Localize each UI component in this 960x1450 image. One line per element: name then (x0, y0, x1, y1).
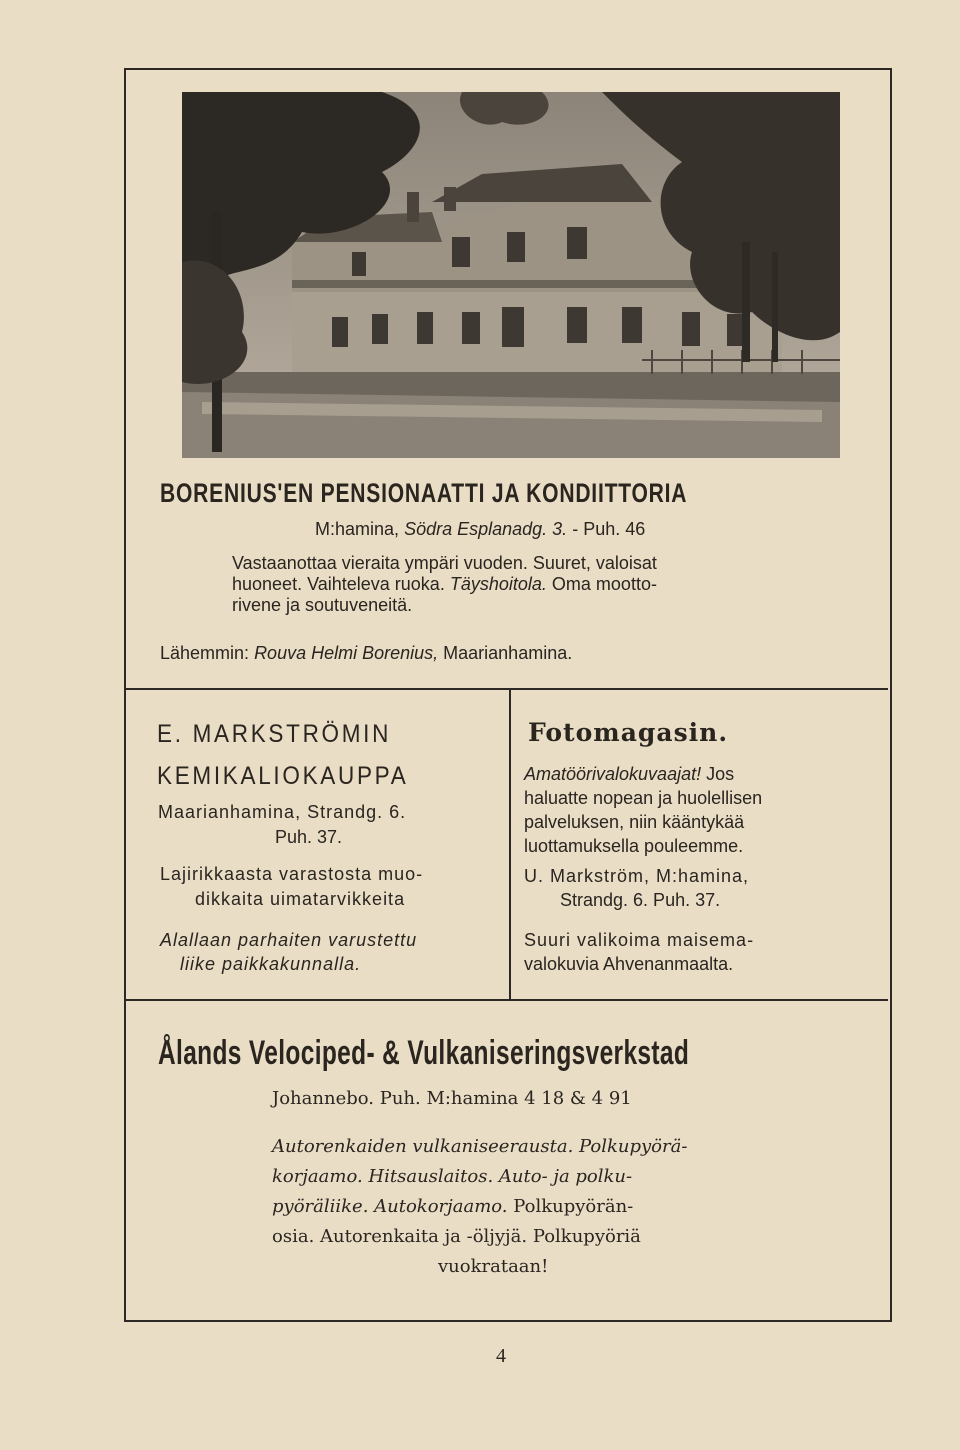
velociped-line3-b: Polkupyörän- (513, 1196, 634, 1217)
pension-body-line2-c: Oma mootto- (551, 574, 657, 594)
pension-body-line1: Vastaanottaa vieraita ympäri vuoden. Suuret, valoisat (232, 553, 657, 573)
velociped-address: Johannebo. Puh. M:hamina 4 18 & 4 91 (272, 1088, 632, 1109)
pension-body-line3: rivene ja soutuveneitä. (232, 595, 413, 615)
pension-address-street: Södra Esplanadg. 3. (404, 519, 568, 539)
foto-line7: Suuri valikoima maisema- (524, 930, 755, 950)
velociped-line4: osia. Autorenkaita ja -öljyjä. Polkupyöriä (272, 1226, 641, 1247)
foto-line1-a: Amatöörivalokuvaajat! (524, 764, 702, 784)
velociped-line2: korjaamo. Hitsauslaitos. Auto- ja polku- (272, 1166, 633, 1187)
pension-body-line2-b: Täyshoitola. (449, 574, 547, 594)
markstrom-desc1: Lajirikkaasta varastosta muo- (160, 864, 424, 884)
velociped-title: Ålands Velociped- & Vulkaniseringsverkstad (158, 1034, 690, 1072)
markstrom-heading2: KEMIKALIOKAUPPA (157, 762, 409, 790)
pension-contact (160, 643, 572, 664)
velociped-line1: Autorenkaiden vulkaniseerausta. Polkupyörä- (272, 1136, 688, 1157)
markstrom-heading1: E. MARKSTRÖMIN (157, 720, 392, 748)
foto-line2: haluatte nopean ja huolellisen (524, 788, 763, 808)
velociped-line5: vuokrataan! (438, 1256, 549, 1277)
divider-column (509, 690, 511, 1000)
markstrom-slogan1: Alallaan parhaiten varustettu (160, 930, 418, 950)
foto-line6: Strandg. 6. Puh. 37. (560, 890, 721, 910)
pension-title: BORENIUS'EN PENSIONAATTI JA KONDIITTORIA (160, 478, 688, 508)
foto-line5: U. Markström, M:hamina, (524, 866, 750, 886)
foto-line4: luottamuksella pouleemme. (524, 836, 744, 856)
pension-body-line2-a: huoneet. Vaihteleva ruoka. (232, 574, 445, 594)
markstrom-address: Maarianhamina, Strandg. 6. (158, 802, 407, 822)
foto-line1-b: Jos (706, 764, 735, 784)
velociped-line3 (272, 1196, 633, 1217)
contact-name: Rouva Helmi Borenius, (254, 643, 439, 663)
contact-label: Lähemmin: (160, 643, 250, 663)
velociped-line3-a: pyöräliike. Autokorjaamo. (272, 1196, 508, 1217)
pension-photo (182, 92, 840, 458)
foto-line8: valokuvia Ahvenanmaalta. (524, 954, 734, 974)
divider-middle (124, 999, 888, 1001)
foto-line3: palveluksen, niin kääntykää (524, 812, 745, 832)
pension-address-city: M:hamina, (315, 519, 400, 539)
markstrom-slogan2: liike paikkakunnalla. (180, 954, 362, 974)
divider-bottom (124, 1320, 892, 1322)
pension-address (315, 519, 645, 540)
foto-heading: Fotomagasin. (528, 718, 729, 747)
foto-line1 (524, 764, 734, 785)
markstrom-desc2: dikkaita uimatarvikkeita (195, 889, 406, 909)
pension-phone: - Puh. 46 (572, 519, 646, 539)
contact-city: Maarianhamina. (443, 643, 573, 663)
markstrom-phone: Puh. 37. (275, 827, 343, 847)
page-number: 4 (496, 1345, 506, 1367)
pension-body-line2 (232, 574, 657, 595)
divider-top (124, 688, 888, 690)
